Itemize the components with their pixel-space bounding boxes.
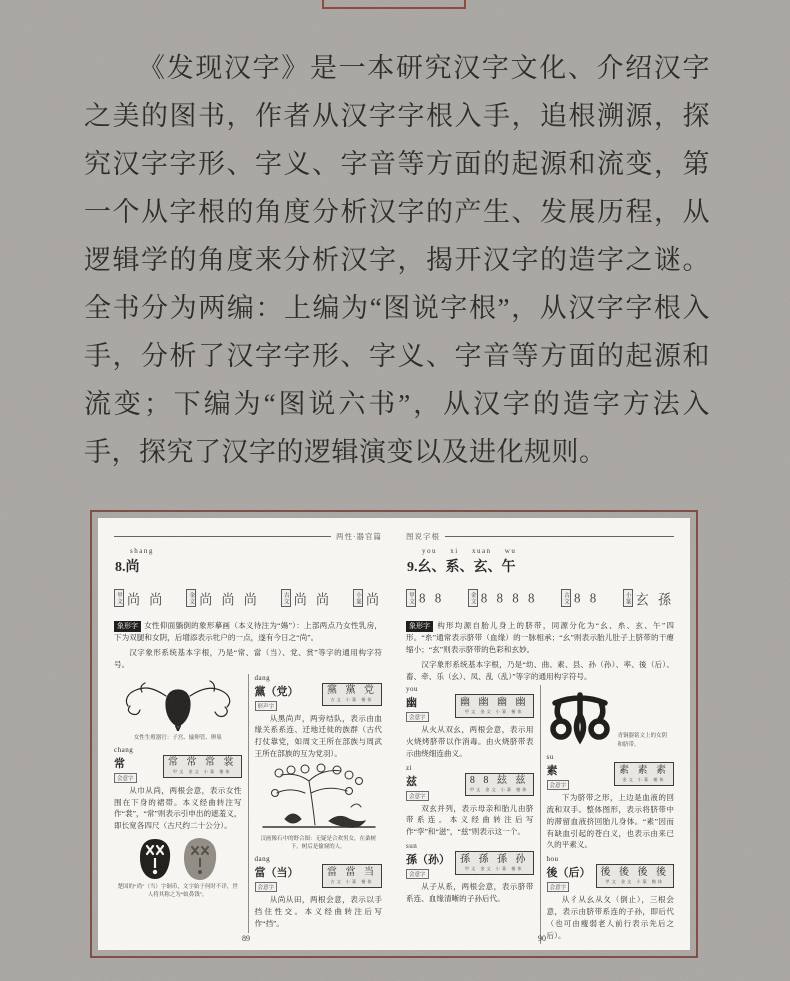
entry-sun <box>406 842 534 905</box>
glyph-group <box>114 589 165 608</box>
glyph-evolution-box <box>322 683 382 707</box>
strip-glyphs: 8 8 玆 兹 <box>469 775 529 787</box>
intro-paragraph-2: 汉字象形系统基本字根，乃是“幼、曲、素、县、孙（孙）、率、後（后）、畜、牵、乐（幺）、凤、乱（乱）”等字的通用构字符号。 <box>406 659 674 681</box>
glyph-evolution-box <box>163 755 242 779</box>
entry-text: 从火从双幺，两根会意，表示用火烧烤脐带以作消毒。由火烧脐带表示曲绕细连曲义。 <box>406 725 534 758</box>
strip-labels: 古文 小篆 楷体 <box>330 878 374 884</box>
entry-type-tag: 会意字 <box>406 869 429 879</box>
glyph-group <box>561 589 599 607</box>
entry-dang-hei <box>255 674 383 760</box>
book-page-left <box>98 518 394 950</box>
entry-pinyin: dang <box>254 673 271 682</box>
ancient-glyphs: 8 8 <box>573 589 600 606</box>
book-spread-figure <box>90 510 698 958</box>
intro-paragraph-text: 构形均源自胎儿身上的脐带，同源分化为“幺、糸、玄、午”四形。“糸”通常表示脐带（血缘）的一脉相承；“幺”则表示胎儿肚子上脐带的干瘪缩小；“玄”则表示脐带的色彩和玄妙。 <box>406 621 674 655</box>
left-column <box>114 674 242 933</box>
entry-type-tag: 会意字 <box>255 882 278 892</box>
ancient-forms-row <box>406 583 674 613</box>
ancient-glyphs: 8 8 8 8 <box>480 589 538 606</box>
entry-pinyin: you <box>406 685 418 694</box>
entry-headline <box>255 864 383 892</box>
ancient-glyphs: 玄 孫 <box>635 590 674 608</box>
strip-labels: 甲文 金文 小篆 楷体 <box>469 787 529 793</box>
entry-pinyin: dang <box>254 855 271 864</box>
entry-text: 从子从系，两根会意，表示脐带系连、血缘清晰的子孙后代。 <box>406 882 534 903</box>
entry-dang-tian <box>255 855 383 929</box>
ant-nose-coins <box>114 837 242 881</box>
strip-labels: 金文 小篆 楷体 <box>622 776 666 782</box>
entry-headword: 後（后） <box>546 867 591 880</box>
script-label-box: 小篆 <box>353 589 363 607</box>
header-rule <box>114 536 331 537</box>
entry-type-tag: 会意字 <box>406 791 429 801</box>
strip-glyphs: 常 常 常 裳 <box>168 757 237 769</box>
ancient-glyphs: 尚 尚 <box>293 590 332 608</box>
strip-glyphs: 當 當 当 <box>327 866 377 878</box>
bronze-caption: 青铜器铭文上的女阴和脐带。 <box>617 732 668 748</box>
ancient-glyphs: 尚 尚 <box>127 590 166 608</box>
script-label-box: 金文 <box>468 589 478 607</box>
intro-paragraph-2: 汉字象形系统基本字根，乃是“常、當（当）、党、赏”等字的通用构字符号。 <box>114 648 382 669</box>
ancient-glyphs: 尚 尚 尚 <box>199 590 260 608</box>
entry-pinyin: su <box>546 753 554 762</box>
right-column <box>540 685 675 944</box>
entry-type-tag: 会意字 <box>547 780 570 790</box>
strip-labels: 甲文 金文 小篆 楷体 <box>605 878 665 884</box>
ancient-forms-row <box>114 583 382 613</box>
chapter-label: 两性·器官篇 <box>336 532 382 541</box>
book-title-label: 图说字根 <box>406 532 440 541</box>
left-page-running-header <box>114 531 382 542</box>
entry-pinyin: sun <box>406 842 418 850</box>
entry-text: 从黑尚声，两旁结队，表示由血缘关系系连、迁地迁徙的族群（古代打仗靠党，如周文王所在部族与周武王所在部族的互为党羽）。 <box>254 713 382 758</box>
entry-type-tag: 会意字 <box>406 712 429 722</box>
strip-glyphs: 素 素 素 <box>619 764 669 776</box>
page-number: 90 <box>538 934 546 943</box>
entry-text: 双玄并列，表示母亲和胎儿由脐带系连。本义经曲转注后写作“孪”和“滋”，“兹”则表示这一个。 <box>406 803 534 837</box>
entry-type-tag: 会意字 <box>547 882 570 892</box>
glyph-evolution-box <box>596 864 675 888</box>
glyph-group <box>468 589 538 607</box>
entry-headword: 素 <box>546 765 558 778</box>
glyph-evolution-box <box>465 773 534 797</box>
entry-text: 从尚从田，两根会意，表示以手挡住性交。本义经曲转注后写作“挡”。 <box>254 895 382 928</box>
entry-headline <box>114 755 242 783</box>
entry-headword: 黨（党） <box>254 685 299 698</box>
strip-labels: 甲文 金文 小篆 楷体 <box>464 865 524 871</box>
entry-headline <box>406 851 534 879</box>
strip-glyphs: 後 後 後 後 <box>600 866 669 878</box>
entry-headword: 常 <box>114 757 125 770</box>
strip-labels: 甲文 金文 小篆 楷体 <box>172 769 232 775</box>
entry-headline <box>255 683 383 711</box>
open-book-spread <box>98 518 690 950</box>
script-label-box: 古文 <box>561 589 571 607</box>
glyph-group <box>406 589 444 607</box>
left-column <box>406 685 534 944</box>
entry-text: 从彳从幺从夂（倒止），三根会意，表示由脐带系连的子孙，即后代（也可由瘦弱老人前行表示先后之后）。 <box>546 895 674 940</box>
coin-caption: 楚国的“尚”（当）字铜币，文字始于何时不详，世人将其称之为“蚁鼻钱”。 <box>117 883 238 899</box>
glyph-group <box>623 589 674 608</box>
page-number: 89 <box>242 934 250 943</box>
strip-glyphs: 黨 黨 党 <box>327 685 377 697</box>
figure-caption: 女性生殖器官：子宫、输卵管、卵巢 <box>133 734 222 741</box>
entry-headword: 當（当） <box>254 867 299 880</box>
glyph-evolution-box <box>614 762 674 786</box>
entry-type-tag: 形声字 <box>255 701 278 711</box>
entry-hou <box>547 855 675 941</box>
script-label-box: 小篆 <box>623 589 633 607</box>
bronze-glyph-figure <box>547 685 675 749</box>
entry-headline <box>406 694 534 722</box>
tree-caption: 汉画像石中的野合图：无疑是合欢男女，在桑树下，树后是偷窥的人。 <box>260 835 376 850</box>
book-page-right <box>394 518 690 950</box>
entry-headword: 幽 <box>406 697 417 710</box>
bronze-inscription-glyph <box>547 685 613 749</box>
two-column-area <box>114 674 382 933</box>
two-column-area <box>406 685 674 944</box>
entry-su <box>547 753 675 851</box>
strip-labels: 甲文 金文 小篆 楷体 <box>464 708 524 714</box>
strip-glyphs: 幽 幽 幽 幽 <box>460 696 529 708</box>
strip-glyphs: 孫 孫 孫 孙 <box>460 853 529 865</box>
glyph-evolution-box <box>322 864 382 888</box>
section-title: 8.尚 <box>115 560 140 575</box>
strip-labels: 古文 小篆 楷体 <box>330 697 374 703</box>
entry-zi <box>406 764 534 838</box>
glyph-group <box>281 589 332 608</box>
entry-pinyin: zi <box>406 763 413 772</box>
entry-headline <box>547 762 675 790</box>
entry-pinyin: chang <box>114 745 134 754</box>
script-label-box: 甲文 <box>406 589 416 607</box>
intro-paragraph <box>406 620 674 656</box>
right-column <box>248 674 383 933</box>
entry-headline <box>547 864 675 892</box>
stone-relief-tree-illustration <box>255 763 383 833</box>
title-pinyin: shang <box>130 547 154 555</box>
glyph-group <box>353 589 382 608</box>
entry-headline <box>406 773 534 801</box>
script-label-box: 甲文 <box>114 589 124 607</box>
section-title: 9.幺、系、玄、午 <box>407 560 516 575</box>
entry-type-tag: 会意字 <box>114 773 137 783</box>
intro-paragraph-text: 女性仰面躺倒的象形摹画（本义待注为“婸”）：上部两点乃女性乳房，下为双腿和女阴，后增添表示牝户的一点，遂有今日之“尚”。 <box>114 621 382 643</box>
uterus-illustration <box>118 676 238 732</box>
ancient-glyphs: 8 8 <box>419 589 445 606</box>
entry-chang <box>114 746 242 832</box>
entry-text: 从巾从尚，两根会意，表示女性围在下身的裙帯。本义经曲转注写作“裳”，“常”则表示引申出的遮羞义，即长宽各四尺（古尺约二十公分）。 <box>114 785 242 831</box>
character-type-tag: 象形字 <box>406 621 433 633</box>
book-description-text: 《发现汉字》是一本研究汉字文化、介绍汉字之美的图书，作者从汉字字根入手，追根溯源，探究汉字字形、字义、字音等方面的起源和流变，第一个从字根的角度分析汉字的产生、发展历程，从逻辑学的角度来分析汉字，揭开汉字的造字之谜。全书分为两编：上编为“图说字根”，从汉字字根入手，分析了汉字字形、字义、字音等方面的起源和流变；下编为“图说六书”，从汉字的造字方法入手，探究了汉字的逻辑演变以及进化规则。 <box>84 53 710 467</box>
intro-paragraph <box>114 620 382 644</box>
entry-text: 下为脐带之形，上边是血液的回流和双手。整体图形，表示将脐带中的滞留血液挤回胎儿身体。“素”因而有缺血引起的苍白义，也表示由来已久的平素义。 <box>546 793 674 850</box>
coin-stone-photo <box>182 837 218 881</box>
script-label-box: 金文 <box>186 589 196 607</box>
glyph-group <box>186 589 260 608</box>
coin-ink-rubbing <box>138 838 172 880</box>
ancient-glyphs: 尚 <box>365 590 382 608</box>
right-page-running-header <box>406 531 674 542</box>
glyph-evolution-box <box>455 694 534 718</box>
header-rule <box>445 536 674 537</box>
entry-you <box>406 685 534 759</box>
glyph-evolution-box <box>455 851 534 875</box>
entry-headword: 兹 <box>406 775 417 788</box>
script-label-box: 古文 <box>281 589 291 607</box>
character-type-tag: 象形字 <box>114 621 141 633</box>
entry-pinyin: hou <box>546 855 559 864</box>
cropped-red-banner-box <box>322 0 466 9</box>
title-pinyin: you xi xuan wu <box>422 547 517 555</box>
entry-headword: 孫（孙） <box>406 854 450 866</box>
